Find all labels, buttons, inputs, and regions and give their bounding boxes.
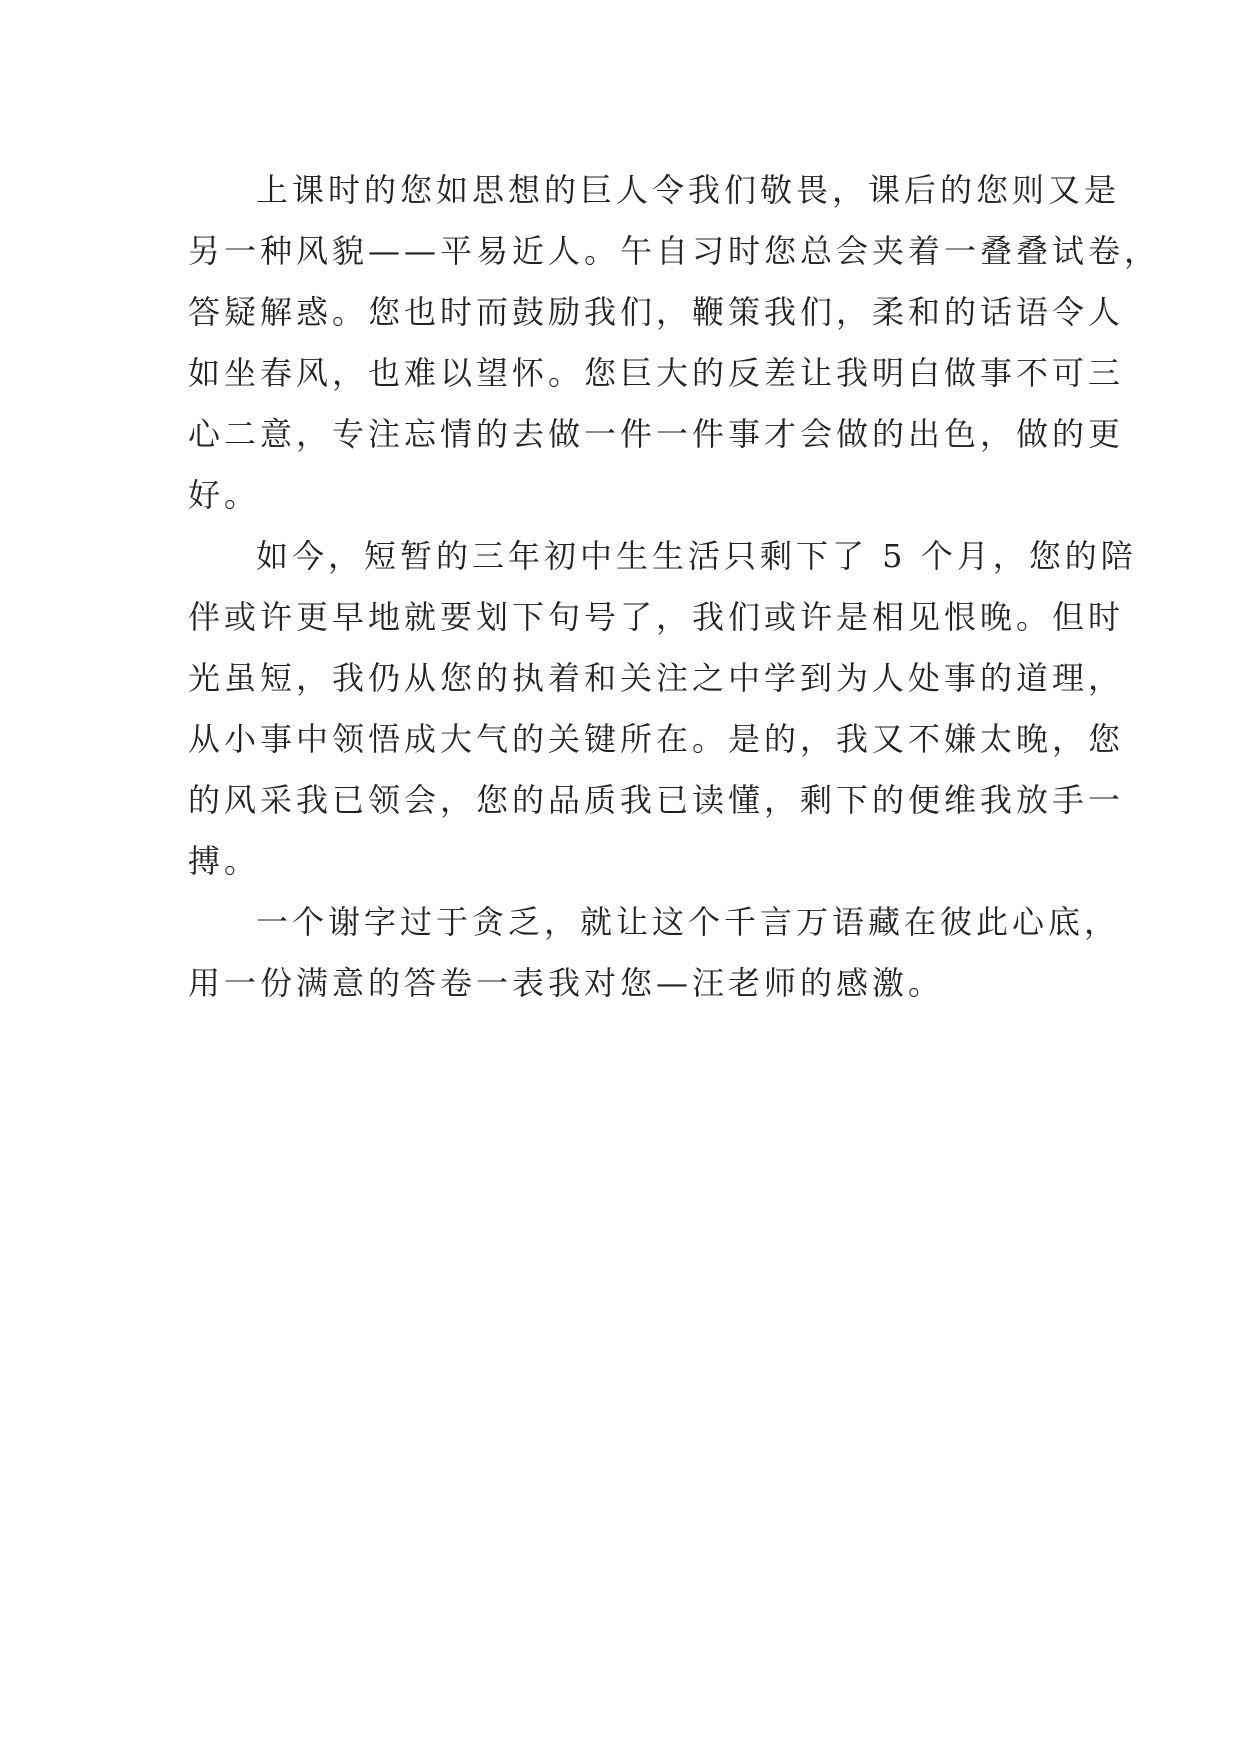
text-line: 好。 xyxy=(188,476,261,514)
text-line: 伴或许更早地就要划下句号了，我们或许是相见恨晚。但时 xyxy=(188,598,1125,636)
document-body xyxy=(188,160,1161,1014)
text-line: 用一份满意的答卷一表我对您—汪老师的感激。 xyxy=(188,964,945,1002)
paragraph-3 xyxy=(188,892,1121,1014)
text-line: 心二意，专注忘情的去做一件一件事才会做的出色，做的更 xyxy=(188,415,1125,453)
paragraph-2 xyxy=(188,526,1137,892)
text-line: 一个谢字过于贪乏，就让这个千言万语藏在彼此心底， xyxy=(256,903,1121,941)
text-line: 从小事中领悟成大气的关键所在。是的，我又不嫌太晚，您 xyxy=(188,720,1125,758)
text-line: 如今，短暂的三年初中生生活只剩下了 5 个月，您的陪 xyxy=(256,537,1137,575)
text-line: 答疑解惑。您也时而鼓励我们，鞭策我们，柔和的话语令人 xyxy=(188,293,1125,331)
text-line: 上课时的您如思想的巨人令我们敬畏，课后的您则又是 xyxy=(256,171,1121,209)
text-line: 如坐春风，也难以望怀。您巨大的反差让我明白做事不可三 xyxy=(188,354,1125,392)
text-line: 另一种风貌——平易近人。午自习时您总会夹着一叠叠试卷， xyxy=(188,232,1161,270)
text-line: 光虽短，我仍从您的执着和关注之中学到为人处事的道理， xyxy=(188,659,1125,697)
text-line: 搏。 xyxy=(188,842,261,880)
text-line: 的风采我已领会，您的品质我已读懂，剩下的便维我放手一 xyxy=(188,781,1125,819)
paragraph-1 xyxy=(188,160,1161,526)
